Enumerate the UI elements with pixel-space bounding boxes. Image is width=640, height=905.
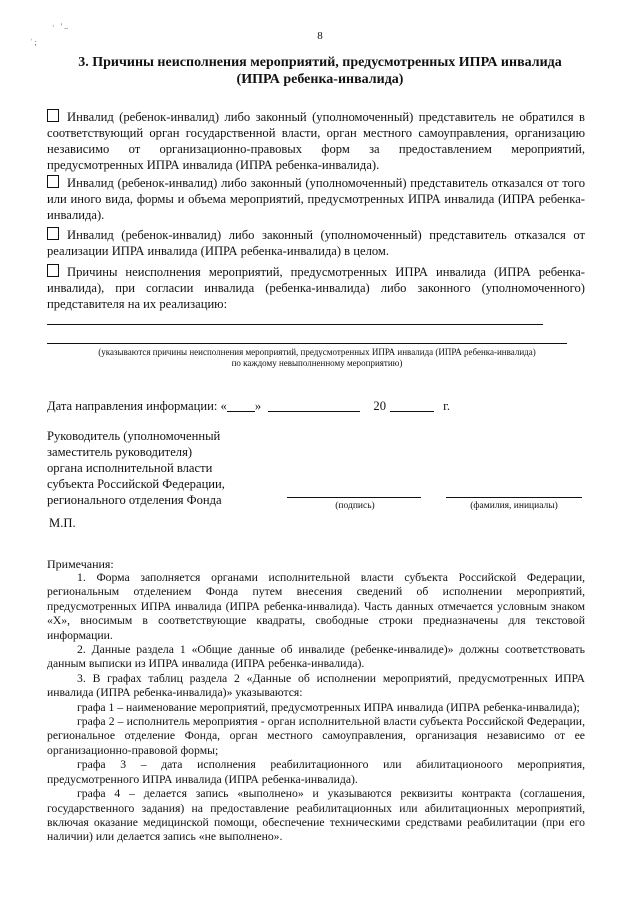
notes-list <box>47 571 585 845</box>
quote-close: » <box>254 399 262 413</box>
reasons-caption-line1: (указываются причины неисполнения мероприятий, предусмотренных ИПРА инвалида (ИПРА ребенка-инвалида) <box>98 347 536 357</box>
day-field[interactable] <box>227 411 255 412</box>
scan-artifact: · ' .. <box>52 22 69 31</box>
option-text: Инвалид (ребенок-инвалид) либо законный (уполномоченный) представитель не обратился в соответствующий орган государственной власти, орган местного самоуправления, организацию независимо от организационно-правовых форм за предоставлением мероприятий, предусмотренных ИПРА инвалида (ИПРА ребенка-инвалида). <box>47 110 585 172</box>
signatory-line: Руководитель (уполномоченный <box>47 429 221 443</box>
option-refused-partial <box>47 175 585 223</box>
name-line[interactable] <box>446 497 582 498</box>
head-signatory-block <box>47 428 247 508</box>
reasons-input-line[interactable] <box>47 324 543 325</box>
scan-artifact: ʾ ; <box>30 38 37 47</box>
checkbox[interactable] <box>47 227 59 240</box>
date-line <box>47 399 450 414</box>
signatory-line: субъекта Российской Федерации, <box>47 477 225 491</box>
year-suffix: г. <box>443 399 451 413</box>
signature-label: (подпись) <box>335 501 375 511</box>
note-item: 1. Форма заполняется органами исполнительной власти субъекта Российской Федерации, региональным отделением Фонда путем внесения сведений об исполнении мероприятий, предусмотренных ИПРА инвалида (ИПРА ребенка-инвалида). Часть данных отмечается условным знаком «Х», вносимым в соответствующие квадраты, свободные строки предназначены для текстовой информации. <box>47 571 585 642</box>
notes-title: Примечания: <box>47 557 114 571</box>
note-item: 2. Данные раздела 1 «Общие данные об инвалиде (ребенке-инвалиде)» должны соответствовать данным выписки из ИПРА инвалида (ИПРА ребенка-инвалида). <box>47 643 585 671</box>
note-item: графа 4 – делается запись «выполнено» и указываются реквизиты контракта (соглашения, государственного задания) на предоставление реабилитационных или абилитационных мероприятий, включая оказание медицинской помощи, обеспечение техническими средствами реабилитации (при его наличии) или делается запись «не выполнено». <box>47 787 585 844</box>
section-heading <box>60 54 580 88</box>
year-field[interactable] <box>390 411 434 412</box>
note-item: графа 1 – наименование мероприятий, предусмотренных ИПРА инвалида (ИПРА ребенка-инвалида); <box>77 700 580 714</box>
signatory-line: органа исполнительной власти <box>47 461 213 475</box>
option-other-reasons <box>47 264 585 312</box>
option-text: Инвалид (ребенок-инвалид) либо законный (уполномоченный) представитель отказался от реализации ИПРА инвалида (ИПРА ребенка-инвалида) в целом. <box>47 228 585 258</box>
option-no-request <box>47 109 585 173</box>
checkbox[interactable] <box>47 109 59 122</box>
signatory-line: заместитель руководителя) <box>47 445 193 459</box>
option-refused-whole <box>47 227 585 259</box>
name-label: (фамилия, инициалы) <box>470 501 558 511</box>
option-text: Инвалид (ребенок-инвалид) либо законный (уполномоченный) представитель отказался от того или иного вида, формы и объема мероприятий, предусмотренных ИПРА инвалида (ИПРА ребенка-инвалида). <box>47 176 585 222</box>
year-prefix: 20 <box>373 399 387 413</box>
month-field[interactable] <box>268 411 360 412</box>
date-label: Дата направления информации: <box>47 399 218 413</box>
option-text: Причины неисполнения мероприятий, предусмотренных ИПРА инвалида (ИПРА ребенка-инвалида), при согласии инвалида (ребенка-инвалида) либо законного (уполномоченного) представителя на их реализацию: <box>47 265 585 311</box>
note-item: 3. В графах таблиц раздела 2 «Данные об исполнении мероприятий, предусмотренных ИПРА инвалида (ИПРА ребенка-инвалида)» указываются: <box>47 671 585 700</box>
page-number: 8 <box>317 30 323 42</box>
section-heading-line1: 3. Причины неисполнения мероприятий, предусмотренных ИПРА инвалида <box>78 55 562 70</box>
reasons-caption-line2: по каждому невыполненному мероприятию) <box>231 358 403 368</box>
note-item: графа 2 – исполнитель мероприятия - орган исполнительной власти субъекта Российской Федерации, региональное отделение Фонда, орган местного самоуправления, организация независимо от ее организационно-правовой формы; <box>47 715 585 757</box>
checkbox[interactable] <box>47 264 59 277</box>
stamp-place: М.П. <box>49 516 76 530</box>
reasons-input-line[interactable] <box>47 343 567 344</box>
quote-open: « <box>220 399 227 413</box>
section-heading-line2: (ИПРА ребенка-инвалида) <box>236 72 404 87</box>
note-item: графа 3 – дата исполнения реабилитационного или абилитационоого мероприятия, предусмотренного ИПРА инвалида (ИПРА ребенка-инвалида). <box>47 758 585 786</box>
signature-line[interactable] <box>287 497 421 498</box>
reasons-caption <box>47 347 587 369</box>
signatory-line: регионального отделения Фонда <box>47 493 222 507</box>
checkbox[interactable] <box>47 175 59 188</box>
